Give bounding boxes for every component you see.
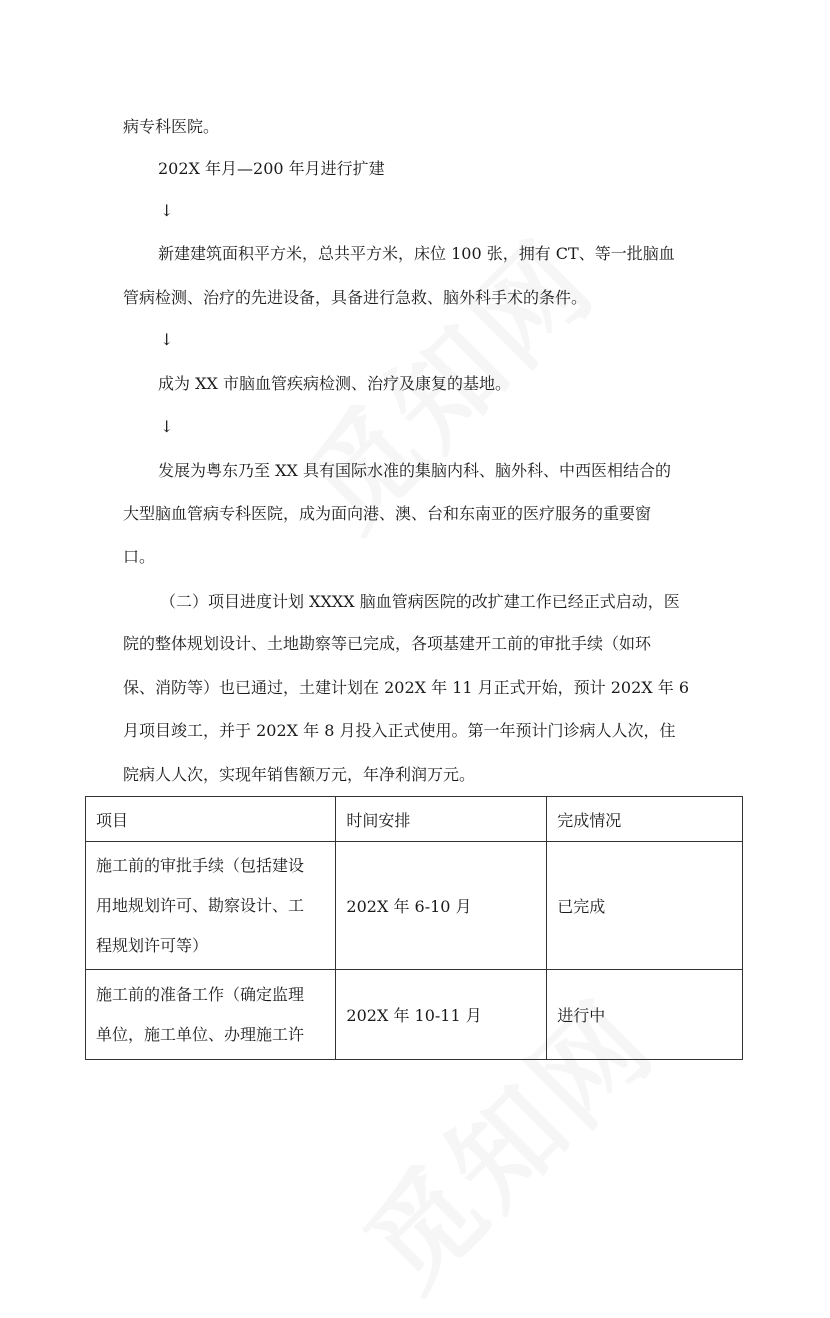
- schedule-table: [85, 796, 743, 1060]
- table-cell-item: [86, 970, 336, 1060]
- down-arrow-icon: ↓: [160, 330, 174, 349]
- table-header-cell: 完成情况: [547, 797, 743, 842]
- table-header-cell: 时间安排: [336, 797, 547, 842]
- paragraph-line: 保、消防等）也已通过，土建计划在 202X 年 11 月正式开始，预计 202X 年 6: [123, 678, 690, 697]
- paragraph-line: 院病人人次，实现年销售额万元，年净利润万元。: [123, 765, 476, 784]
- paragraph-line: 发展为粤东乃至 XX 具有国际水准的集脑内科、脑外科、中西医相结合的: [158, 461, 671, 480]
- table-cell-time: 202X 年 10-11 月: [336, 970, 547, 1060]
- paragraph-line: 管病检测、治疗的先进设备，具备进行急救、脑外科手术的条件。: [123, 288, 588, 307]
- table-header-cell: 项目: [86, 797, 336, 842]
- cell-line: 施工前的准备工作（确定监理: [96, 984, 305, 1004]
- down-arrow-icon: ↓: [160, 201, 174, 220]
- paragraph-line: （二）项目进度计划 XXXX 脑血管病医院的改扩建工作已经正式启动，医: [160, 592, 680, 611]
- paragraph-line: 202X 年月—200 年月进行扩建: [158, 159, 385, 178]
- table-cell-item: [86, 842, 336, 970]
- paragraph-line: 成为 XX 市脑血管疾病检测、治疗及康复的基地。: [158, 374, 511, 393]
- cell-line: 施工前的审批手续（包括建设: [96, 855, 305, 875]
- table-row: [86, 970, 743, 1060]
- paragraph-line: 大型脑血管病专科医院，成为面向港、澳、台和东南亚的医疗服务的重要窗: [123, 504, 652, 523]
- table-header-row: [86, 797, 743, 842]
- cell-line: 单位，施工单位、办理施工许: [96, 1024, 305, 1044]
- table-row: [86, 842, 743, 970]
- down-arrow-icon: ↓: [160, 417, 174, 436]
- paragraph-line: 新建建筑面积平方米，总共平方米，床位 100 张，拥有 CT、等一批脑血: [158, 244, 675, 263]
- cell-line: 用地规划许可、勘察设计、工: [96, 895, 305, 915]
- paragraph-line: 口。: [123, 547, 156, 566]
- table-cell-time: 202X 年 6-10 月: [336, 842, 547, 970]
- cell-line: 程规划许可等）: [96, 935, 209, 955]
- paragraph-line: 月项目竣工，并于 202X 年 8 月投入正式使用。第一年预计门诊病人人次，住: [123, 721, 676, 740]
- paragraph-line: 病专科医院。: [123, 117, 220, 136]
- table-cell-status: 进行中: [547, 970, 743, 1060]
- table-cell-status: 已完成: [547, 842, 743, 970]
- paragraph-line: 院的整体规划设计、土地勘察等已完成，各项基建开工前的审批手续（如环: [123, 634, 652, 653]
